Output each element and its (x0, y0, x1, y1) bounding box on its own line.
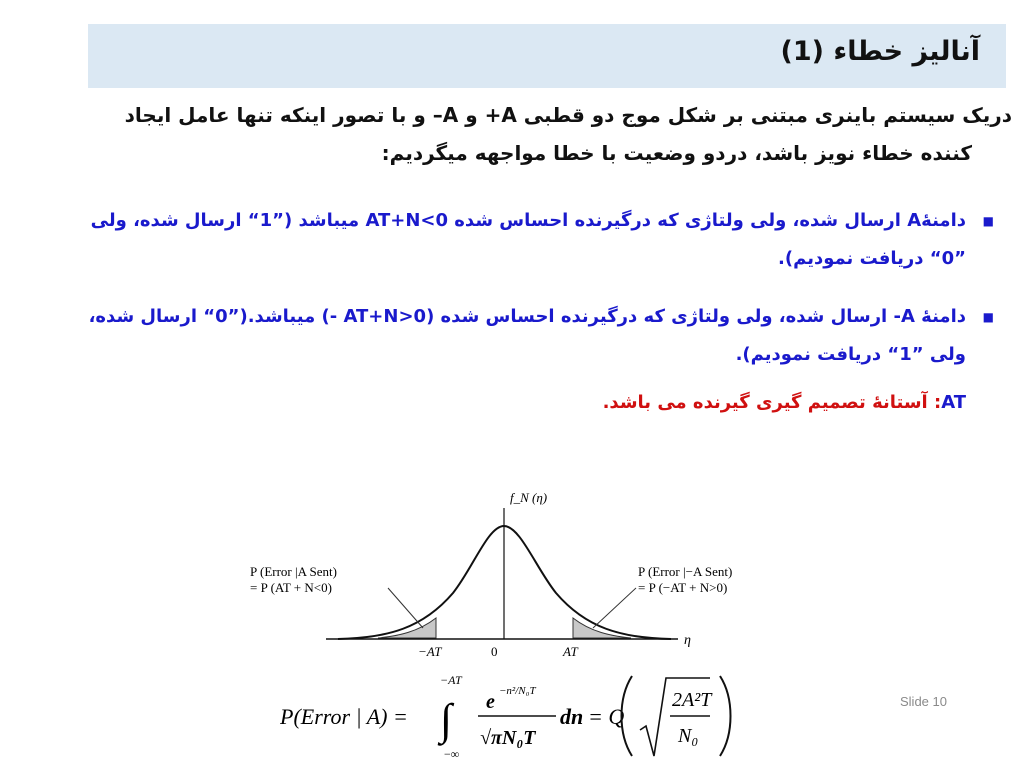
y-axis-label: f_N (η) (510, 490, 548, 505)
intro-line-1: دریک سیستم باینری مبتنی بر شکل موج دو قطبی A+ و A– و با تصور اینکه تنها عامل ایجاد (124, 103, 1012, 127)
threshold-text: : آستانهٔ تصمیم گیری گیرنده می باشد. (602, 392, 942, 413)
tick-label-neg-at: −AT (418, 644, 442, 659)
title-bar (88, 24, 1006, 88)
right-annot-leader (593, 588, 636, 628)
right-annot-line-1: P (Error |−A Sent) (638, 564, 733, 579)
integral-sign: ∫ (440, 695, 453, 744)
q-function: = Q (588, 704, 625, 729)
integrand-numerator: e (486, 691, 495, 713)
integral-lower-limit: −∞ (444, 747, 460, 761)
bullet-text-1: دامنهٔA ارسال شده، ولی ولتاژی که درگیرنده احساس شده AT+N<0 میباشد (”1“ ارسال شده، ولی ”0“ دریافت نمودیم). (90, 210, 966, 269)
integral-upper-limit: −AT (440, 673, 462, 687)
q-argument-denominator: N₀ (678, 725, 699, 747)
bullet-square-icon: ■ (982, 214, 994, 228)
q-argument-numerator: 2A²T (672, 689, 712, 711)
bullet-item-2 (76, 298, 994, 374)
left-annot-line-2: = P (AT + N<0) (250, 580, 332, 595)
gaussian-pdf-figure (238, 478, 790, 668)
intro-paragraph (62, 96, 1012, 172)
bullet-item-1 (76, 202, 994, 278)
left-annot-line-1: P (Error |A Sent) (250, 564, 337, 579)
tick-label-pos-at: AT (563, 644, 578, 659)
differential: dn (560, 704, 584, 729)
slide-number: Slide 10 (900, 694, 947, 709)
error-probability-formula (280, 668, 740, 764)
right-annot-line-2: = P (−AT + N>0) (638, 580, 728, 595)
threshold-label: AT (941, 392, 966, 413)
intro-line-2: کننده خطاء نویز باشد، دردو وضعیت با خطا مواجهه میگردیم: (381, 141, 972, 165)
threshold-note (603, 392, 966, 413)
left-annot-leader (388, 588, 423, 628)
bullet-square-icon: ■ (982, 310, 994, 324)
bullet-text-2: دامنهٔ A- ارسال شده، ولی ولتاژی که درگیرنده احساس شده (AT+N>0 -) میباشد.(”0“ ارسال شده، ولی ”1“ دریافت نمودیم). (88, 306, 966, 365)
integrand-denominator: √πN₀T (480, 727, 536, 749)
formula-lhs: P(Error | A) = (280, 704, 408, 729)
slide-title: آنالیز خطاء (1) (780, 36, 980, 67)
tick-label-zero: 0 (491, 644, 498, 659)
integrand-exponent: −n²/N₀T (499, 685, 536, 697)
x-axis-label: η (684, 633, 691, 648)
right-paren (720, 676, 731, 756)
